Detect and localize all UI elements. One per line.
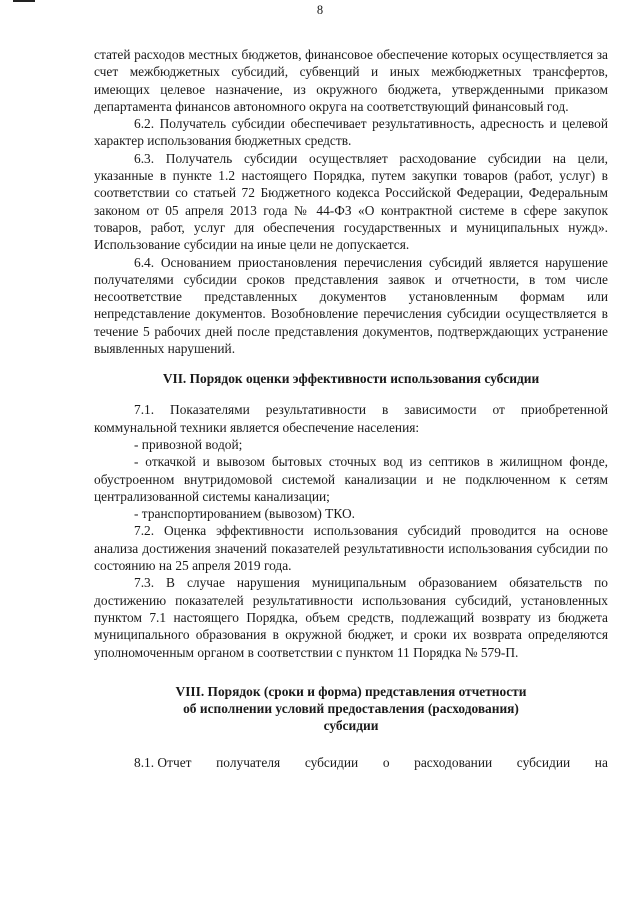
document-body xyxy=(94,46,608,771)
paragraph-6-4: 6.4. Основанием приостановления перечисления субсидий является нарушение получателями субсидии сроков представления заявок и отчетности, в том числе несоответствие представленных документов установленным формам или непредставление документов. Возобновление перечисления субсидии осуществляется в течение 5 рабочих дней после представления документов, подтверждающих устранение выявленных нарушений. xyxy=(94,254,608,357)
paragraph-7-2: 7.2. Оценка эффективности использования субсидий проводится на основе анализа достижения значений показателей результативности использования субсидии по состоянию на 25 апреля 2019 года. xyxy=(94,523,608,574)
paragraph-6-2: 6.2. Получатель субсидии обеспечивает результативность, адресность и целевой характер использования бюджетных средств. xyxy=(94,116,608,149)
paragraph-7-1: 7.1. Показателями результативности в зависимости от приобретенной коммунальной техники является обеспечение населения: xyxy=(94,402,608,435)
list-item-water: - привозной водой; xyxy=(134,436,243,452)
word: расходовании xyxy=(414,754,493,770)
paragraph-7-3: 7.3. В случае нарушения муниципальным образованием обязательств по достижению показателей результативности использования субсидий, установленных пунктом 7.1 настоящего Порядка, объем средств, подлежащий возврату из бюджета муниципального образования в окружной бюджет, и сроки их возврата определяются уполномоченным органом в соответствии с пунктом 11 Порядка № 579-П. xyxy=(94,575,608,660)
word: субсидии xyxy=(304,754,359,770)
paragraph-6-1-continuation: статей расходов местных бюджетов, финансовое обеспечение которых осуществляется за счет межбюджетных субсидий, субвенций и иных межбюджетных трансфертов, имеющих целевое назначение, из окружного бюджета, утвержденными приказом департамента финансов автономного округа на соответствующий финансовый год. xyxy=(94,47,608,114)
word: 8.1. Отчет xyxy=(134,754,192,770)
section-8-heading-line-1: VIII. Порядок (сроки и форма) представления отчетности xyxy=(175,683,527,699)
word: получателя xyxy=(216,754,281,770)
word: о xyxy=(382,754,390,770)
section-8-heading-line-2: об исполнении условий предоставления (расходования) xyxy=(183,700,519,716)
list-item-waste: - транспортированием (вывозом) ТКО. xyxy=(134,506,355,522)
paragraph-6-3: 6.3. Получатель субсидии осуществляет расходование субсидии на цели, указанные в пункте 1.2 настоящего Порядка, путем закупки товаров (работ, услуг) в соответствии со статьей 72 Бюджетного кодекса Российской Федерации, Федеральным законом от 05 апреля 2013 года № 44-ФЗ «О контрактной системе в сфере закупок товаров, работ, услуг для обеспечения государственных и муниципальных нужд». Использование субсидии на иные цели не допускается. xyxy=(94,150,608,253)
section-8-heading xyxy=(94,683,608,734)
section-7-heading: VII. Порядок оценки эффективности использования субсидии xyxy=(162,371,540,387)
section-8-heading-line-3: субсидии xyxy=(323,717,379,733)
word: субсидии xyxy=(516,754,571,770)
list-item-sewage: - откачкой и вывозом бытовых сточных вод из септиков в жилищном фонде, обустроенном внутридомовой системой канализации и не подключенном к сетям централизованной системы канализации; xyxy=(94,454,608,504)
word: на xyxy=(594,754,608,770)
scan-corner-mark xyxy=(13,0,35,2)
page-number: 8 xyxy=(316,3,324,17)
paragraph-8-1-start xyxy=(94,754,608,771)
